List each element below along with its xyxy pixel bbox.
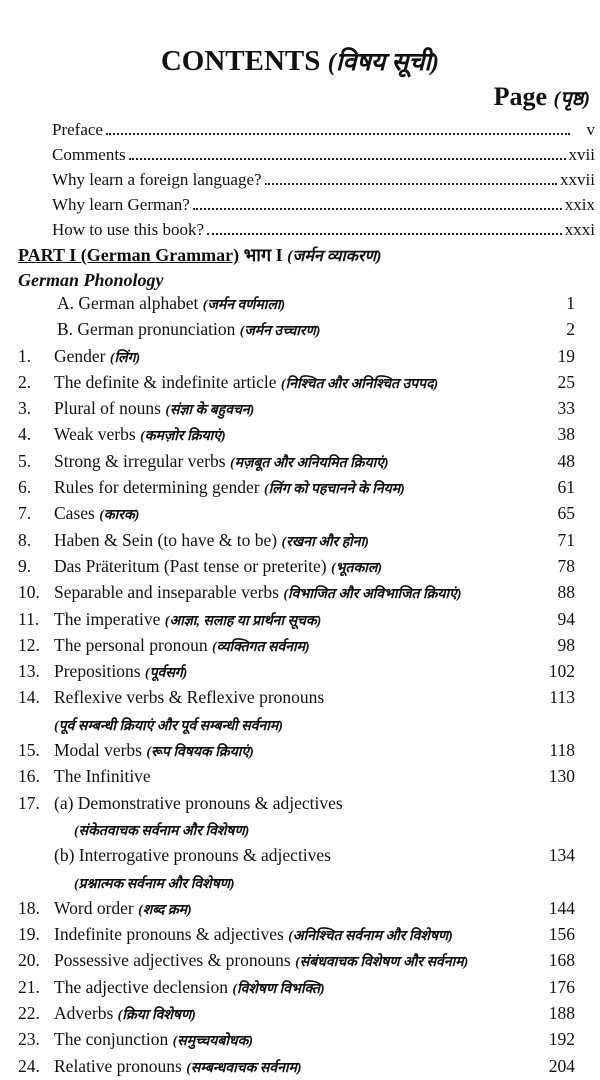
front-matter-label: Comments — [52, 145, 126, 164]
entry-hindi-continuation — [0, 870, 600, 896]
entry-title-english: Prepositions — [54, 661, 145, 682]
entry-page: 192 — [548, 1029, 575, 1050]
toc-entry — [0, 554, 600, 580]
dot-leader — [129, 158, 566, 160]
entry-title-hindi: (विभाजित और अविभाजित क्रियाएं) — [283, 587, 462, 603]
entry-title-hindi: (आज्ञा, सलाह या प्रार्थना सूचक) — [164, 613, 322, 629]
toc-entry — [0, 738, 600, 764]
entry-title-hindi: (सम्बन्धवाचक सर्वनाम) — [186, 1060, 302, 1076]
dot-leader — [106, 133, 570, 135]
entry-title — [54, 346, 140, 367]
part-bhag: भाग I — [243, 245, 283, 265]
toc-entry — [0, 449, 600, 475]
entry-title — [54, 372, 438, 393]
entry-number: 11. — [18, 608, 40, 629]
entry-page: 19 — [557, 345, 575, 366]
entry-number: 2. — [18, 371, 32, 392]
section-heading: German Phonology — [18, 270, 164, 290]
front-matter-label: Preface — [52, 120, 103, 139]
entry-title-hindi: (जर्मन उच्चारण) — [239, 324, 321, 340]
entry-title-english: Cases — [54, 503, 100, 524]
entry-page: 156 — [548, 924, 575, 945]
entry-page: 118 — [549, 740, 575, 761]
entry-page: 78 — [557, 555, 575, 576]
toc-entry — [0, 975, 600, 1001]
entry-title-hindi: (निश्चित और अनिश्चित उपपद) — [280, 376, 439, 392]
front-matter-page: xxix — [564, 195, 595, 214]
entry-page: 71 — [557, 529, 575, 550]
entry-page: 65 — [557, 503, 575, 524]
entry-title-english: Adverbs — [54, 1003, 118, 1024]
entry-number: 6. — [18, 477, 32, 498]
toc-entry — [0, 633, 600, 659]
entry-title — [54, 1056, 302, 1077]
entry-title-english: Possessive adjectives & pronouns — [54, 950, 296, 971]
entry-title — [54, 477, 405, 498]
entry-page: 102 — [548, 661, 575, 682]
entry-number: 19. — [18, 924, 40, 945]
entry-title-english: Rules for determining gender — [54, 477, 264, 498]
entry-title-hindi: (व्यक्तिगत सर्वनाम) — [211, 639, 310, 655]
entry-title — [57, 293, 285, 314]
toc-entry — [0, 922, 600, 948]
title-main: CONTENTS — [160, 45, 321, 77]
front-matter-page: v — [586, 120, 595, 139]
toc-entry — [0, 396, 600, 422]
toc-entry — [0, 896, 600, 922]
front-matter-item — [52, 145, 595, 170]
entry-title-english: Haben & Sein (to have & to be) — [54, 529, 282, 550]
entry-title — [54, 687, 324, 708]
entry-title-hindi: (समुच्चयबोधक) — [172, 1034, 254, 1050]
entry-title-hindi: (रूप विषयक क्रियाएं) — [146, 745, 254, 761]
entry-page: 204 — [548, 1055, 575, 1076]
toc-entry — [0, 317, 600, 343]
entry-page: 94 — [557, 608, 575, 629]
entry-title — [54, 793, 343, 814]
part-heading — [18, 243, 381, 267]
entry-title-english: The imperative — [54, 608, 165, 629]
entry-title-english: The definite & indefinite article — [54, 371, 281, 392]
entry-number: 21. — [18, 976, 40, 997]
front-matter-label: How to use this book? — [52, 220, 205, 239]
entry-title-hindi: (लिंग) — [109, 350, 141, 366]
entry-page: 25 — [557, 371, 575, 392]
toc-entry — [0, 791, 600, 817]
entry-title — [54, 398, 254, 419]
front-matter-list — [52, 120, 595, 245]
entry-title-english: Separable and inseparable verbs — [54, 582, 284, 603]
entry-title-hindi: (संज्ञा के बहुवचन) — [165, 403, 255, 419]
entry-number: 1. — [18, 345, 32, 366]
entry-title-hindi: (क्रिया विशेषण) — [117, 1008, 196, 1024]
toc-entry — [0, 1027, 600, 1053]
front-matter-page: xxvii — [560, 170, 595, 189]
toc-entry — [0, 1001, 600, 1027]
entry-title — [54, 530, 369, 551]
entry-number: 17. — [18, 792, 40, 813]
entry-title-hindi: (अनिश्चित सर्वनाम और विशेषण) — [288, 929, 453, 945]
entry-title-english: B. German pronunciation — [57, 319, 240, 340]
entry-page: 1 — [566, 293, 575, 313]
entry-title — [54, 451, 389, 472]
entry-number: 12. — [18, 634, 40, 655]
entry-number: 3. — [18, 398, 32, 419]
dot-leader — [265, 183, 557, 185]
toc-entry — [0, 1054, 600, 1080]
front-matter-label: Why learn a foreign language? — [52, 170, 262, 189]
entry-title-english: The personal pronoun — [54, 634, 212, 655]
front-matter-item — [52, 120, 595, 145]
title-hindi: (विषय सूची) — [327, 49, 440, 76]
entry-page: 2 — [566, 319, 575, 340]
entry-page: 176 — [548, 976, 575, 997]
entry-number: 18. — [18, 897, 40, 918]
front-matter-item — [52, 220, 595, 245]
entry-number: 10. — [18, 582, 40, 603]
page-label: Page — [493, 82, 548, 111]
part-hindi: (जर्मन व्याकरण) — [287, 248, 382, 265]
entry-page: 144 — [548, 897, 575, 918]
entry-hindi-text: (प्रश्नात्मक सर्वनाम और विशेषण) — [74, 876, 235, 892]
entry-title — [54, 582, 462, 603]
entry-title-english: The adjective declension — [54, 976, 233, 997]
entry-number: 22. — [18, 1003, 40, 1024]
entry-title-hindi: (जर्मन वर्णमाला) — [202, 298, 286, 313]
entry-title-hindi: (कमज़ोर क्रियाएं) — [140, 429, 226, 445]
entry-title — [54, 661, 187, 682]
front-matter-item — [52, 170, 595, 195]
toc-entry — [0, 685, 600, 711]
entry-number: 5. — [18, 450, 32, 471]
entry-title — [54, 845, 331, 866]
toc-entry — [0, 659, 600, 685]
entry-number: 24. — [18, 1055, 40, 1076]
entry-number: 16. — [18, 766, 40, 787]
entry-page: 38 — [557, 424, 575, 445]
entry-title — [54, 635, 310, 656]
dot-leader — [193, 208, 562, 210]
entry-hindi-continuation — [0, 712, 600, 738]
toc-entry — [0, 422, 600, 448]
entry-title-english: Strong & irregular verbs — [54, 450, 230, 471]
entry-title — [54, 924, 453, 945]
entry-title — [54, 977, 325, 998]
entry-title — [54, 424, 226, 445]
entry-title — [54, 740, 254, 761]
entry-page: 61 — [557, 477, 575, 498]
entry-number: 15. — [18, 740, 40, 761]
front-matter-page: xxxi — [564, 220, 595, 239]
toc-entry — [0, 501, 600, 527]
toc-entry — [0, 607, 600, 633]
toc-entry — [0, 370, 600, 396]
entry-number: 9. — [18, 555, 32, 576]
entry-title — [54, 898, 192, 919]
entry-title-hindi: (शब्द क्रम) — [138, 902, 192, 918]
entry-title-english: Reflexive verbs & Reflexive pronouns — [54, 687, 325, 708]
entry-number: 8. — [18, 529, 32, 550]
page-column-header — [494, 82, 590, 112]
toc-entry — [0, 528, 600, 554]
entry-title-hindi: (मज़बूत और अनियमित क्रियाएं) — [229, 455, 389, 471]
entry-title-hindi: (पूर्वसर्ग) — [144, 666, 188, 682]
entry-page: 113 — [549, 687, 575, 708]
entry-hindi-text: (पूर्व सम्बन्धी क्रियाएं और पूर्व सम्बन्धी सर्वनाम) — [54, 718, 283, 734]
entry-title-hindi: (भूतकाल) — [331, 560, 383, 576]
entry-title — [57, 319, 320, 340]
entry-title — [54, 1003, 196, 1024]
entry-title-english: (b) Interrogative pronouns & adjectives — [54, 845, 331, 866]
entry-title-hindi: (विशेषण विभक्ति) — [232, 981, 325, 997]
entry-page: 134 — [548, 845, 575, 866]
entry-page: 130 — [548, 766, 575, 787]
entry-hindi-text: (संकेतवाचक सर्वनाम और विशेषण) — [74, 823, 250, 839]
entry-number: 13. — [18, 661, 40, 682]
entry-page: 88 — [557, 582, 575, 603]
entry-number: 7. — [18, 503, 32, 524]
entry-number: 20. — [18, 950, 40, 971]
front-matter-item — [52, 195, 595, 220]
entry-title-english: Indefinite pronouns & adjectives — [54, 924, 289, 945]
entry-title — [54, 766, 151, 787]
entry-page: 48 — [557, 450, 575, 471]
entry-title — [54, 609, 321, 630]
entry-title — [54, 503, 139, 524]
entry-number: 23. — [18, 1029, 40, 1050]
entry-page: 168 — [548, 950, 575, 971]
toc-entry — [0, 764, 600, 790]
toc-entry — [0, 344, 600, 370]
chapter-list — [0, 291, 600, 1080]
toc-entry — [0, 291, 600, 317]
entry-title-hindi: (लिंग को पहचानने के नियम) — [263, 482, 405, 498]
entry-title-english: Weak verbs — [54, 424, 141, 445]
page-title — [0, 44, 600, 78]
entry-title-english: A. German alphabet — [57, 293, 203, 313]
front-matter-label: Why learn German? — [52, 195, 190, 214]
entry-title-english: Relative pronouns — [54, 1055, 187, 1076]
entry-title-english: (a) Demonstrative pronouns & adjectives — [54, 792, 343, 813]
toc-entry — [0, 948, 600, 974]
entry-title — [54, 556, 382, 577]
entry-title-hindi: (कारक) — [99, 508, 140, 524]
entry-hindi-continuation — [0, 817, 600, 843]
front-matter-page: xvii — [568, 145, 595, 164]
toc-entry — [0, 580, 600, 606]
entry-number: 4. — [18, 424, 32, 445]
entry-title-english: Word order — [54, 897, 139, 918]
page-label-hindi: (पृष्ठ) — [553, 88, 590, 110]
entry-title-english: Gender — [54, 345, 110, 366]
entry-title-hindi: (रखना और होना) — [281, 534, 369, 550]
entry-page: 33 — [557, 398, 575, 419]
entry-title-english: Das Präteritum (Past tense or preterite) — [54, 555, 331, 576]
entry-title-english: Plural of nouns — [54, 398, 166, 419]
toc-entry — [0, 843, 600, 869]
entry-title — [54, 1029, 253, 1050]
toc-entry — [0, 475, 600, 501]
entry-page: 98 — [557, 634, 575, 655]
entry-title-hindi: (संबंधवाचक विशेषण और सर्वनाम) — [295, 955, 469, 971]
entry-title-english: The Infinitive — [54, 766, 151, 787]
part-label: PART I (German Grammar) — [18, 245, 240, 265]
dot-leader — [207, 233, 562, 235]
entry-title-english: The conjunction — [54, 1029, 173, 1050]
entry-number: 14. — [18, 687, 40, 708]
entry-title-english: Modal verbs — [54, 740, 147, 761]
entry-page: 188 — [548, 1003, 575, 1024]
entry-title — [54, 950, 468, 971]
